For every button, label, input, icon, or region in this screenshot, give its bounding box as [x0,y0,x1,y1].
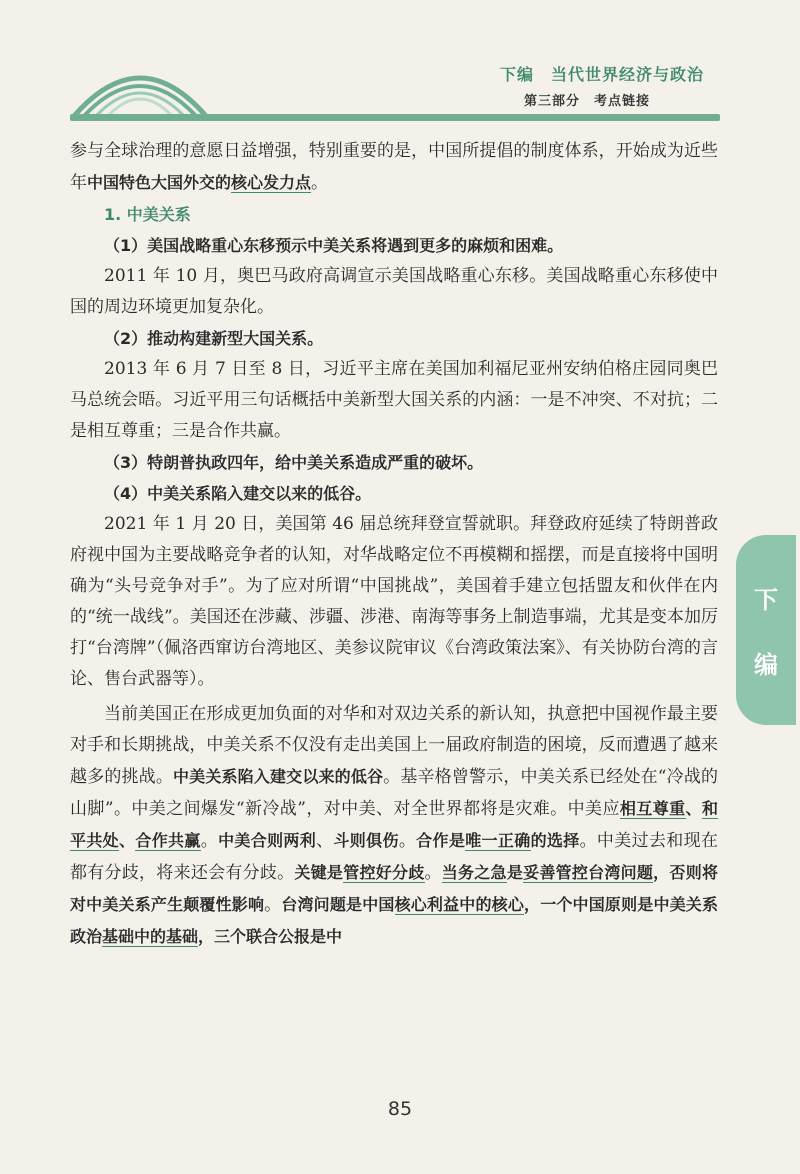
underlined-bold-run: 妥善管控台湾问题 [523,863,654,882]
subheading-1: （1）美国战略重心东移预示中美关系将遇到更多的麻烦和困难。 [104,236,564,255]
header-arc-decoration [70,52,210,122]
text-run: 。 [311,173,329,193]
text-run: 。基辛格曾警示，中美关系已经处在“冷战的山脚”。中美之间爆发“新冷战”，对中美、对全世界都将是灾难。中美应 [70,767,718,819]
text-run: 当前美国正在形成更加负面的对华和对双边关系的新认知，执意把中国视作最主要对手和长期挑战，中美关系不仅没有走出美国上一届政府制造的困境，反而遭遇了越来越多的挑战。 [70,704,718,787]
bold-run: ，三个联合公报是中 [198,927,343,946]
bold-run: 、 [119,831,136,850]
subheading-2: （2）推动构建新型大国关系。 [104,329,324,348]
underlined-bold-run: 核心利益中的核心 [394,895,525,914]
header-title: 下编 当代世界经济与政治 [499,65,704,84]
side-tab-char-1: 下 [754,586,778,614]
bold-run: 中美合则两利 [218,831,317,850]
text-run: 。 [424,863,442,883]
section-side-tab [736,535,796,725]
underlined-bold-run: 基础中的基础 [102,927,199,946]
bold-run: 中国特色大国外交的 [87,173,232,192]
underlined-bold-run: 管控好分歧 [343,863,425,882]
bold-run: 斗则俱伤 [333,831,399,850]
text-run: 。 [398,831,417,851]
text-run: 。 [264,895,282,915]
underlined-bold-run: 核心发力点 [231,173,312,192]
text-run: 参与全球治理的意愿日益增强，特别重要的是，中国所提倡的制度体系，开始成为近些年 [70,141,718,193]
paragraph-2011: 2011 年 10 月，奥巴马政府高调宣示美国战略重心东移。美国战略重心东移使中国的周边环境更加复杂化。 [70,266,718,317]
bold-run: 、 [685,799,702,818]
paragraph-current [70,699,718,953]
text-run: 、 [316,831,334,851]
paragraph-intro [70,136,718,199]
bold-run: 中美关系陷入建交以来的低谷 [173,767,384,786]
side-tab-char-2: 编 [754,651,778,679]
underlined-bold-run: 和平共处 [70,799,718,850]
bold-run: 合作是 [416,831,466,850]
paragraph-2013: 2013 年 6 月 7 日至 8 日，习近平主席在美国加利福尼亚州安纳伯格庄园同奥巴马总统会晤。习近平用三句话概括中美新型大国关系的内涵：一是不冲突、不对抗；二是相互尊重；三是合作共赢。 [70,359,718,441]
subheading-4: （4）中美关系陷入建交以来的低谷。 [104,484,372,503]
header-rule [70,114,720,121]
header-subtitle: 第三部分 考点链接 [523,94,650,109]
section-heading-1: 1. 中美关系 [104,205,191,224]
text-run: 。中美过去和现在都有分歧，将来还会有分歧。 [70,831,718,883]
bold-run: ，否则将对中美关系产生颠覆性影响 [70,863,718,914]
paragraph-2021: 2021 年 1 月 20 日，美国第 46 届总统拜登宣誓就职。拜登政府延续了特朗普政府视中国为主要战略竞争者的认知，对华战略定位不再模糊和摇摆，而是直接将中国明确为“头号竞争对手”。为了应对所谓“中国挑战”，美国着手建立包括盟友和伙伴在内的“统一战线”。美国还在涉藏、涉疆、涉港、南海等事务上制造事端，尤其是变本加厉打“台湾牌”（佩洛西窜访台湾地区、美参议院审议《台湾政策法案》、有关协防台湾的言论、售台武器等）。 [70,514,718,689]
page-number: 85 [387,1098,413,1120]
bold-run: 台湾问题是中国 [281,895,395,914]
bold-run: ，一个中国原则是中美关系政治 [70,895,718,946]
bold-run: 的选择 [530,831,580,850]
subheading-3: （3）特朗普执政四年，给中美关系造成严重的破坏。 [104,453,484,472]
bold-run: 关键是 [294,863,344,882]
underlined-bold-run: 唯一正确 [465,831,531,850]
bold-run: 是 [506,863,524,882]
page-content [70,136,718,953]
text-run: 。 [200,831,219,851]
underlined-bold-run: 相互尊重 [619,799,686,818]
underlined-bold-run: 合作共赢 [135,831,201,850]
underlined-bold-run: 当务之急 [441,863,507,882]
